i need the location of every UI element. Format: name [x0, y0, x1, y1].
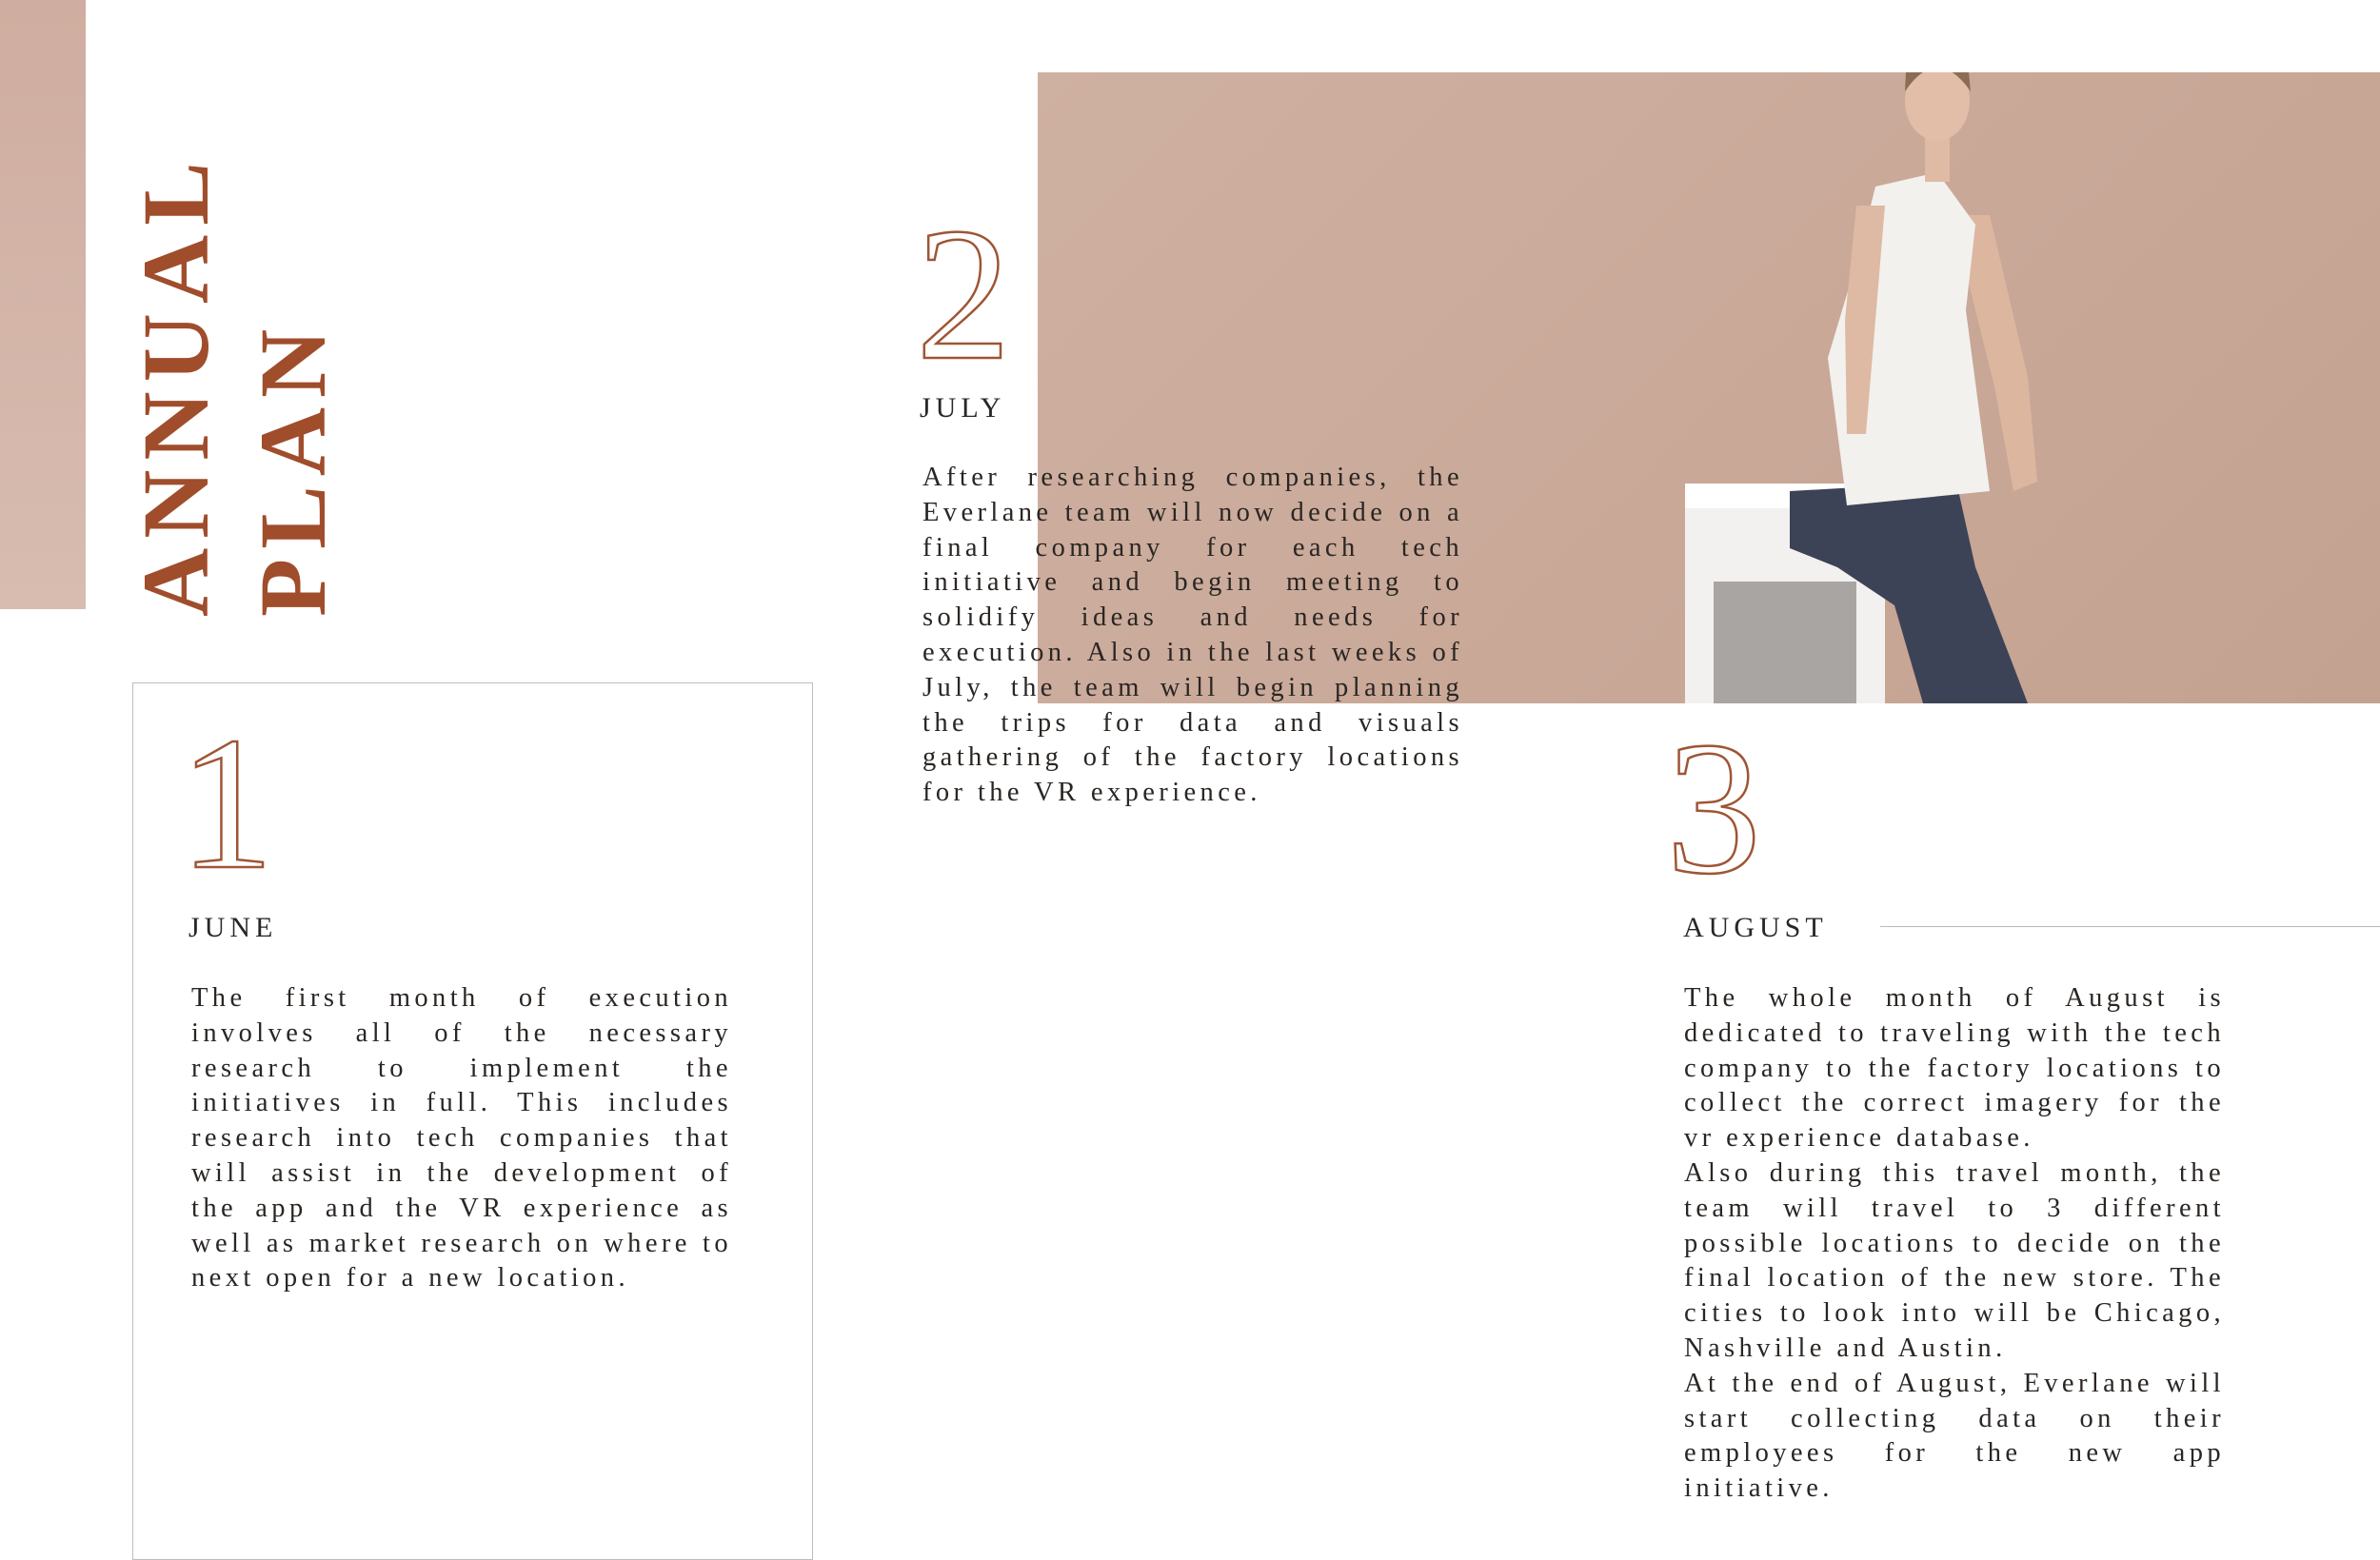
step-number-3: 3: [1666, 703, 1761, 914]
step-month-june: JUNE: [188, 912, 278, 943]
august-paragraph-3: At the end of August, Everlane will start collecting data on their employees for the new app initiative.: [1684, 1368, 2225, 1504]
august-paragraph-2: Also during this travel month, the team will travel to 3 different possible locations to decide on the final location of the new store. The cities to look into will be Chicago, Nashville and Austin.: [1684, 1157, 2225, 1363]
left-accent-bar: [0, 0, 86, 609]
august-paragraph-1: The whole month of August is dedicated to traveling with the tech company to the factory locations to collect the correct imagery for the vr experience database.: [1684, 983, 2225, 1154]
step-text-august: [1684, 981, 2225, 1507]
step-number-1: 1: [179, 699, 274, 909]
divider-line: [1880, 926, 2380, 927]
step-month-august: AUGUST: [1683, 912, 1828, 943]
title-plan: PLAN: [240, 319, 346, 617]
step-text-june: The first month of execution involves all of the necessary research to implement the initiatives in full. This includes research into tech companies that will assist in the development of the app and the VR experience as well as market research on where to next open for a new location.: [191, 983, 732, 1293]
step-text-july: After researching companies, the Everlane team will now decide on a final company for each tech initiative and begin meeting to solidify ideas and needs for execution. Also in the last weeks of July, the team will begin planning the trips for data and visuals gathering of the factory locations for the VR experience.: [922, 463, 1463, 808]
step-number-2: 2: [916, 189, 1011, 400]
step-month-july: JULY: [920, 392, 1006, 424]
title-annual: ANNUAL: [123, 152, 228, 617]
